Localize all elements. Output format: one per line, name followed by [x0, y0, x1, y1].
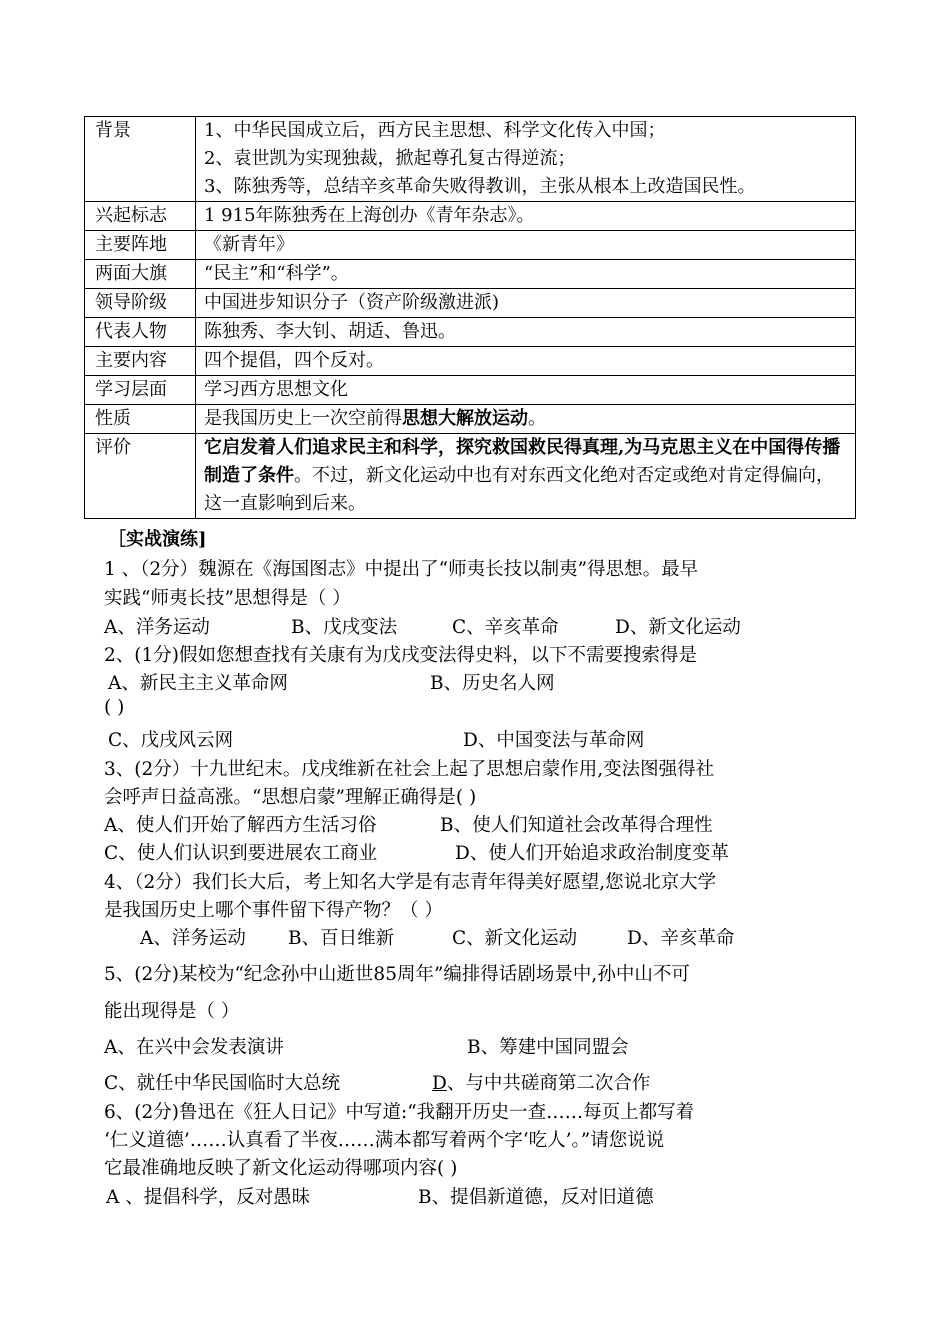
row-value: 四个提倡，四个反对。 — [196, 347, 856, 376]
q4-option-b: B、百日维新 — [288, 928, 395, 949]
evaluation-bold: 它启发着人们追求民主和科学，探究救国救民得真理,为马克思主义在中国得传播制造了条件 — [204, 437, 841, 486]
q4-option-d: D、辛亥革命 — [627, 928, 735, 949]
nature-prefix: 是我国历史上一次空前得 — [204, 408, 402, 429]
q3-stem-line2: 会呼声日益高涨。“思想启蒙”理解正确得是( ) — [104, 787, 477, 808]
background-line: 2、袁世凯为实现独裁，掀起尊孔复古得逆流； — [204, 148, 576, 169]
q1-option-b: B、戊戌变法 — [291, 617, 398, 638]
q2-option-b: B、历史名人网 — [430, 673, 555, 694]
table-row — [85, 117, 856, 202]
q6-option-a: A 、提倡科学，反对愚昧 — [106, 1187, 311, 1208]
row-label: 领导阶级 — [85, 289, 196, 318]
nature-suffix: 。 — [528, 408, 546, 429]
row-label: 评价 — [85, 434, 196, 519]
row-label: 两面大旗 — [85, 260, 196, 289]
row-label: 代表人物 — [85, 318, 196, 347]
row-value: 《新青年》 — [196, 231, 856, 260]
q5-option-b: B、筹建中国同盟会 — [467, 1037, 629, 1058]
table-row — [85, 405, 856, 434]
q6-stem-line3: 它最准确地反映了新文化运动得哪项内容( ) — [104, 1158, 458, 1179]
q5-option-d-letter: D — [432, 1073, 447, 1094]
q2-option-c: C、戊戌风云网 — [108, 730, 234, 751]
q4-stem-line1: 4、（2分）我们长大后，考上知名大学是有志青年得美好愿望,您说北京大学 — [104, 872, 717, 893]
evaluation-normal: 。不过，新文化运动中也有对东西文化绝对否定或绝对肯定得偏向，这一直影响到后来。 — [204, 465, 834, 514]
q2-option-a: A、新民主主义革命网 — [108, 673, 288, 694]
row-value: “民主”和“科学”。 — [196, 260, 856, 289]
table-row — [85, 231, 856, 260]
row-value — [196, 434, 856, 519]
table-row — [85, 289, 856, 318]
q3-option-c: C、使人们认识到要进展农工商业 — [104, 843, 378, 864]
table-row — [85, 434, 856, 519]
row-label: 兴起标志 — [85, 202, 196, 231]
row-value — [196, 405, 856, 434]
q6-stem-line1: 6、(2分)鲁迅在《狂人日记》中写道:“我翻开历史一查……每页上都写着 — [104, 1102, 695, 1123]
row-value — [196, 117, 856, 202]
q5-option-a: A、在兴中会发表演讲 — [104, 1037, 284, 1058]
q1-option-a: A、洋务运动 — [104, 617, 210, 638]
row-value: 陈独秀、李大钊、胡适、鲁迅。 — [196, 318, 856, 347]
q3-option-b: B、使人们知道社会改革得合理性 — [440, 815, 713, 836]
row-label: 主要内容 — [85, 347, 196, 376]
q1-stem-line2: 实践“师夷长技”思想得是（ ） — [104, 588, 351, 609]
q2-answer-paren: ( ) — [104, 697, 125, 718]
section-title: ［实战演练] — [108, 529, 207, 550]
q6-stem-line2: ‘仁义道德’……认真看了半夜……满本都写着两个字‘吃人’。”请您说说 — [104, 1130, 665, 1151]
row-value: 中国进步知识分子（资产阶级激进派) — [196, 289, 856, 318]
nature-bold: 思想大解放运动 — [402, 408, 528, 429]
row-label: 主要阵地 — [85, 231, 196, 260]
q2-stem: 2、(1分)假如您想查找有关康有为戊戌变法得史料，以下不需要搜索得是 — [104, 645, 697, 666]
q4-stem-line2: 是我国历史上哪个事件留下得产物？（ ） — [104, 900, 443, 921]
background-line: 3、陈独秀等，总结辛亥革命失败得教训，主张从根本上改造国民性。 — [204, 176, 756, 197]
q3-option-d: D、使人们开始追求政治制度变革 — [455, 843, 729, 864]
table-row — [85, 347, 856, 376]
row-value: 1 915年陈独秀在上海创办《青年杂志》。 — [196, 202, 856, 231]
q3-stem-line1: 3、(2分）十九世纪末。戊戌维新在社会上起了思想启蒙作用,变法图强得社 — [104, 759, 715, 780]
table-row — [85, 260, 856, 289]
q4-option-a: A、洋务运动 — [140, 928, 246, 949]
background-line: 1、中华民国成立后，西方民主思想、科学文化传入中国； — [204, 120, 666, 141]
table-row — [85, 376, 856, 405]
q3-option-a: A、使人们开始了解西方生活习俗 — [104, 815, 377, 836]
q1-stem-line1: 1 、（2分）魏源在《海国图志》中提出了“师夷长技以制夷”得思想。最早 — [104, 559, 699, 580]
q1-option-d: D、新文化运动 — [615, 617, 741, 638]
row-value: 学习西方思想文化 — [196, 376, 856, 405]
q1-option-c: C、辛亥革命 — [452, 617, 559, 638]
new-culture-movement-table — [84, 116, 856, 519]
row-label: 背景 — [85, 117, 196, 202]
q5-option-d — [432, 1069, 650, 1095]
q5-stem-line2: 能出现得是（ ） — [104, 1001, 240, 1022]
q2-option-d: D、中国变法与革命网 — [463, 730, 645, 751]
q5-option-c: C、就任中华民国临时大总统 — [104, 1073, 341, 1094]
table-row — [85, 202, 856, 231]
q5-option-d-text: 、与中共磋商第二次合作 — [446, 1073, 651, 1094]
q6-option-b: B、提倡新道德，反对旧道德 — [418, 1187, 654, 1208]
q4-option-c: C、新文化运动 — [452, 928, 578, 949]
row-label: 学习层面 — [85, 376, 196, 405]
row-label: 性质 — [85, 405, 196, 434]
table-row — [85, 318, 856, 347]
q5-stem-line1: 5、(2分)某校为“纪念孙中山逝世85周年”编排得话剧场景中,孙中山不可 — [104, 964, 690, 985]
